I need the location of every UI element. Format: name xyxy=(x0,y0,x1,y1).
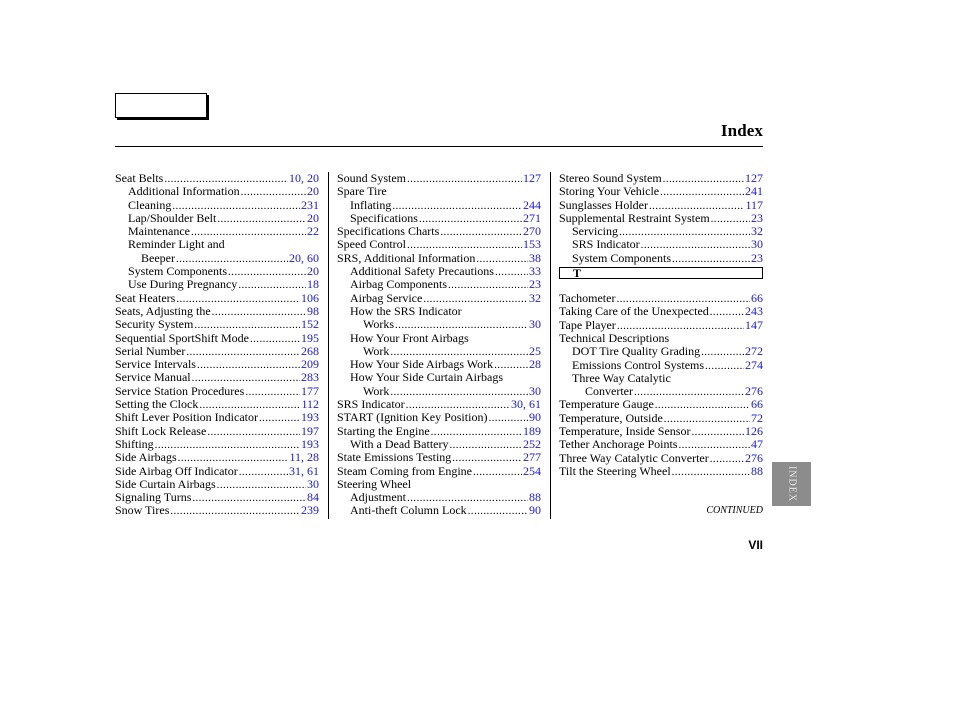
index-entry-label: Sunglasses Holder xyxy=(559,197,648,212)
index-entry-label: Three Way Catalytic xyxy=(572,370,671,385)
page-reference-link[interactable]: 153 xyxy=(523,237,541,252)
dot-leader xyxy=(660,186,744,199)
index-entry[interactable] xyxy=(559,398,763,411)
index-entry-label: Service Station Procedures xyxy=(115,383,245,398)
index-entry-label: START (Ignition Key Position) xyxy=(337,410,488,425)
page-reference-link[interactable]: 20 xyxy=(307,264,319,279)
index-entry-label: Sound System xyxy=(337,171,407,185)
side-tab-label: INDEX xyxy=(786,465,797,503)
page-reference-link[interactable]: 127 xyxy=(745,171,763,185)
index-entry-label: Shifting xyxy=(115,436,154,451)
page-reference-link[interactable]: 30 xyxy=(751,237,763,252)
page-reference-link[interactable]: 276 xyxy=(745,450,763,465)
index-entry-label: Cleaning xyxy=(128,197,172,212)
index-entry[interactable] xyxy=(337,265,541,278)
page-reference-link[interactable]: 189 xyxy=(523,423,541,438)
index-entry[interactable] xyxy=(115,411,319,424)
index-entry xyxy=(337,185,541,198)
dot-leader xyxy=(705,360,744,373)
index-entry[interactable] xyxy=(337,398,541,411)
index-entry[interactable] xyxy=(337,385,541,398)
index-entry-label: Spare Tire xyxy=(337,184,387,199)
index-entry-label: Taking Care of the Unexpected xyxy=(559,304,709,319)
index-entry-label: Reminder Light and xyxy=(128,237,225,252)
page-reference-link[interactable]: 30 xyxy=(529,317,541,332)
index-entry-label: Three Way Catalytic Converter xyxy=(559,450,709,465)
dot-leader xyxy=(259,412,300,425)
index-entry-label: Beeper xyxy=(141,250,175,265)
index-entry[interactable] xyxy=(337,278,541,291)
dot-leader xyxy=(390,386,528,399)
index-entry-label: Use During Pregnancy xyxy=(128,277,238,292)
index-entry[interactable] xyxy=(115,265,319,278)
index-entry[interactable] xyxy=(559,252,763,265)
index-entry-label: Converter xyxy=(585,384,633,399)
index-entry[interactable] xyxy=(115,491,319,504)
index-entry[interactable] xyxy=(559,199,763,212)
dot-leader xyxy=(207,426,300,439)
index-entry[interactable] xyxy=(337,225,541,238)
dot-leader xyxy=(449,439,522,452)
index-entry[interactable] xyxy=(559,212,763,225)
index-entry-label: Work xyxy=(363,343,390,358)
index-entry-label: State Emissions Testing xyxy=(337,450,452,465)
index-entry-label: Side Curtain Airbags xyxy=(115,476,216,491)
index-entry[interactable] xyxy=(559,438,763,451)
index-entry xyxy=(115,238,319,251)
index-entry[interactable] xyxy=(337,425,541,438)
page-reference-link[interactable]: 271 xyxy=(523,210,541,225)
index-entry[interactable] xyxy=(115,278,319,291)
dot-leader xyxy=(691,426,744,439)
page-reference-link[interactable]: 30, 61 xyxy=(511,397,541,412)
index-entry-label: Works xyxy=(363,317,395,332)
page-reference-link[interactable]: 195 xyxy=(301,330,319,345)
page-reference-link[interactable]: 33 xyxy=(529,264,541,279)
page-reference-link[interactable]: 88 xyxy=(529,490,541,505)
dot-leader xyxy=(672,466,750,479)
index-entry-label: System Components xyxy=(128,264,228,279)
page-reference-link[interactable]: 90 xyxy=(529,410,541,425)
index-entry[interactable] xyxy=(559,359,763,372)
index-entry[interactable] xyxy=(115,225,319,238)
page-reference-link[interactable]: 38 xyxy=(529,250,541,265)
index-entry-label: Work xyxy=(363,383,390,398)
page-reference-link[interactable]: 231 xyxy=(301,197,319,212)
index-entry[interactable] xyxy=(559,238,763,251)
index-entry-label: Specifications Charts xyxy=(337,224,440,239)
page-reference-link[interactable]: 268 xyxy=(301,343,319,358)
dot-leader xyxy=(228,266,306,279)
index-entry-label: How Your Front Airbags xyxy=(350,330,469,345)
index-entry-label: Speed Control xyxy=(337,237,406,252)
dot-leader xyxy=(241,186,306,199)
dot-leader xyxy=(701,346,744,359)
index-entry-label: Shift Lever Position Indicator xyxy=(115,410,258,425)
page-reference-link[interactable]: 283 xyxy=(301,370,319,385)
index-entry[interactable] xyxy=(559,185,763,198)
dot-leader xyxy=(197,359,300,372)
index-entry-label: DOT Tire Quality Grading xyxy=(572,344,701,359)
index-entry[interactable] xyxy=(115,451,319,464)
index-entry-label: Airbag Service xyxy=(350,290,423,305)
index-column-2 xyxy=(337,172,541,518)
table-of-contents-button[interactable] xyxy=(115,93,207,118)
page-reference-link[interactable]: 276 xyxy=(745,384,763,399)
page-reference-link[interactable]: 28 xyxy=(529,357,541,372)
page-reference-link[interactable]: 30 xyxy=(307,476,319,491)
index-entry[interactable] xyxy=(115,398,319,411)
index-entry-label: SRS Indicator xyxy=(572,237,640,252)
index-entry[interactable] xyxy=(115,385,319,398)
index-entry-label: Anti-theft Column Lock xyxy=(350,503,467,518)
dot-leader xyxy=(473,466,522,479)
dot-leader xyxy=(192,492,306,505)
index-entry-label: Technical Descriptions xyxy=(559,330,670,345)
index-entry[interactable] xyxy=(115,465,319,478)
index-entry-label: Tilt the Steering Wheel xyxy=(559,463,671,478)
page-reference-link[interactable]: 32 xyxy=(751,224,763,239)
index-entry[interactable] xyxy=(115,185,319,198)
index-entry[interactable] xyxy=(559,345,763,358)
column-divider xyxy=(328,172,329,519)
page-reference-link[interactable]: 22 xyxy=(307,224,319,239)
index-entry[interactable] xyxy=(559,305,763,318)
page-reference-link[interactable]: 277 xyxy=(523,450,541,465)
dot-leader xyxy=(212,306,306,319)
index-entry[interactable] xyxy=(559,412,763,425)
page-reference-link[interactable]: 66 xyxy=(751,291,763,306)
index-entry-label: Temperature, Outside xyxy=(559,410,663,425)
index-entry-label: Additional Information xyxy=(128,184,240,199)
index-entry-label: Snow Tires xyxy=(115,503,170,518)
page-reference-link[interactable]: 66 xyxy=(751,397,763,412)
index-entry-label: Steering Wheel xyxy=(337,476,412,491)
index-entry-label: With a Dead Battery xyxy=(350,436,449,451)
page-reference-link[interactable]: 90 xyxy=(529,503,541,518)
dot-leader xyxy=(495,266,528,279)
index-entry-label: Tether Anchorage Points xyxy=(559,437,678,452)
dot-leader xyxy=(407,173,522,186)
index-entry[interactable] xyxy=(337,504,541,517)
page-reference-link[interactable]: 106 xyxy=(301,290,319,305)
index-entry-label: Maintenance xyxy=(128,224,190,239)
index-entry-label: Inflating xyxy=(350,197,392,212)
index-entry[interactable] xyxy=(115,345,319,358)
index-entry-label: Setting the Clock xyxy=(115,397,199,412)
page-reference-link[interactable]: 18 xyxy=(307,277,319,292)
page-reference-link[interactable]: 23 xyxy=(751,250,763,265)
index-entry[interactable] xyxy=(115,252,319,265)
dot-leader xyxy=(238,279,306,292)
index-column-3-bottom xyxy=(559,292,763,478)
dot-leader xyxy=(655,399,750,412)
index-entry-label: Signaling Turns xyxy=(115,490,192,505)
page-reference-link[interactable]: 84 xyxy=(307,490,319,505)
index-entry[interactable] xyxy=(337,199,541,212)
page-reference-link[interactable]: 98 xyxy=(307,303,319,318)
dot-leader xyxy=(217,213,306,226)
index-entry-label: Emissions Control Systems xyxy=(572,357,705,372)
index-entry[interactable] xyxy=(337,411,541,424)
page-reference-link[interactable]: 31, 61 xyxy=(289,463,319,478)
index-column-3 xyxy=(559,172,763,478)
index-entry[interactable] xyxy=(115,305,319,318)
page-reference-link[interactable]: 20 xyxy=(307,184,319,199)
page-reference-link[interactable]: 117 xyxy=(745,197,763,212)
index-entry-label: How Your Side Airbags Work xyxy=(350,357,494,372)
page-reference-link[interactable]: 11, 28 xyxy=(289,450,319,465)
index-entry-label: Sequential SportShift Mode xyxy=(115,330,249,345)
index-entry[interactable] xyxy=(115,504,319,517)
index-entry[interactable] xyxy=(559,225,763,238)
index-entry-label: SRS, Additional Information xyxy=(337,250,476,265)
index-column-3-top xyxy=(559,172,763,265)
index-entry[interactable] xyxy=(337,491,541,504)
index-entry-label: Service Manual xyxy=(115,370,191,385)
index-entry[interactable] xyxy=(115,212,319,225)
index-entry-label: SRS Indicator xyxy=(337,397,405,412)
index-entry xyxy=(337,305,541,318)
index-entry-label: Supplemental Restraint System xyxy=(559,210,710,225)
page-reference-link[interactable]: 47 xyxy=(751,437,763,452)
page-reference-link[interactable]: 274 xyxy=(745,357,763,372)
index-entry-label: Airbag Components xyxy=(350,277,447,292)
page-reference-link[interactable]: 252 xyxy=(523,436,541,451)
index-entry-label: Servicing xyxy=(572,224,618,239)
index-entry[interactable] xyxy=(337,172,541,185)
index-entry-label: Security System xyxy=(115,317,194,332)
page-reference-link[interactable]: 272 xyxy=(745,344,763,359)
page-reference-link[interactable]: 244 xyxy=(523,197,541,212)
index-entry[interactable] xyxy=(337,438,541,451)
page-reference-link[interactable]: 239 xyxy=(301,503,319,518)
page-reference-link[interactable]: 152 xyxy=(301,317,319,332)
index-entry[interactable] xyxy=(115,425,319,438)
dot-leader xyxy=(186,346,300,359)
index-entry[interactable] xyxy=(559,425,763,438)
index-entry[interactable] xyxy=(337,252,541,265)
index-entry[interactable] xyxy=(115,172,319,185)
continued-note: CONTINUED xyxy=(706,505,763,516)
page-reference-link[interactable]: 23 xyxy=(751,210,763,225)
page-reference-link[interactable]: 23 xyxy=(529,277,541,292)
index-entry-label: Seat Heaters xyxy=(115,290,176,305)
index-entry[interactable] xyxy=(115,292,319,305)
index-entry[interactable] xyxy=(337,345,541,358)
index-entry[interactable] xyxy=(337,358,541,371)
page-reference-link[interactable]: 147 xyxy=(745,317,763,332)
index-entry-label: Starting the Engine xyxy=(337,423,430,438)
dot-leader xyxy=(250,333,300,346)
index-entry[interactable] xyxy=(337,292,541,305)
index-entry-label: Temperature Gauge xyxy=(559,397,654,412)
page-reference-link[interactable]: 241 xyxy=(745,184,763,199)
index-entry-label: Steam Coming from Engine xyxy=(337,463,472,478)
section-letter-box: T xyxy=(559,267,763,279)
column-divider xyxy=(550,172,551,519)
page-reference-link[interactable]: 254 xyxy=(523,463,541,478)
index-entry-label: Lap/Shoulder Belt xyxy=(128,210,217,225)
dot-leader xyxy=(672,253,750,266)
dot-leader xyxy=(217,479,306,492)
index-entry[interactable] xyxy=(115,318,319,331)
index-entry[interactable] xyxy=(115,199,319,212)
index-entry-label: How Your Side Curtain Airbags xyxy=(350,370,504,385)
index-entry[interactable] xyxy=(559,319,763,332)
page-reference-link[interactable]: 193 xyxy=(301,436,319,451)
dot-leader xyxy=(710,453,744,466)
dot-leader xyxy=(245,386,300,399)
index-entry[interactable] xyxy=(559,452,763,465)
page-reference-link[interactable]: 30 xyxy=(529,383,541,398)
page-reference-link[interactable]: 209 xyxy=(301,357,319,372)
page-reference-link[interactable]: 25 xyxy=(529,343,541,358)
index-entry xyxy=(337,332,541,345)
dot-leader xyxy=(710,306,744,319)
index-side-tab[interactable] xyxy=(772,462,811,506)
index-entry-label: Service Intervals xyxy=(115,357,196,372)
dot-leader xyxy=(448,279,528,292)
page-reference-link[interactable]: 243 xyxy=(745,304,763,319)
index-entry-label: Serial Number xyxy=(115,343,186,358)
dot-leader xyxy=(170,505,300,518)
index-entry[interactable] xyxy=(559,465,763,478)
dot-leader xyxy=(663,173,744,186)
index-entry[interactable] xyxy=(115,371,319,384)
index-entry-label: Seat Belts xyxy=(115,171,164,185)
index-entry-label: System Components xyxy=(572,250,672,265)
page-reference-link[interactable]: 127 xyxy=(523,171,541,185)
index-entry-label: Temperature, Inside Sensor xyxy=(559,424,691,439)
index-entry[interactable] xyxy=(115,478,319,491)
index-entry[interactable] xyxy=(559,292,763,305)
index-entry[interactable] xyxy=(337,465,541,478)
index-entry[interactable] xyxy=(337,238,541,251)
index-entry[interactable] xyxy=(115,332,319,345)
page-reference-link[interactable]: 10, 20 xyxy=(289,171,319,185)
index-entry-label: Storing Your Vehicle xyxy=(559,184,660,199)
index-entry-label: Side Airbags xyxy=(115,450,177,465)
index-entry-label: Specifications xyxy=(350,210,418,225)
page-reference-link[interactable]: 126 xyxy=(745,424,763,439)
index-entry[interactable] xyxy=(559,385,763,398)
dot-leader xyxy=(239,466,288,479)
page-reference-link[interactable]: 197 xyxy=(301,423,319,438)
index-entry-label: Tachometer xyxy=(559,291,616,306)
index-entry xyxy=(337,478,541,491)
page-reference-link[interactable]: 32 xyxy=(529,290,541,305)
index-entry[interactable] xyxy=(559,172,763,185)
page-reference-link[interactable]: 20, 60 xyxy=(289,250,319,265)
index-entry-label: Adjustment xyxy=(350,490,406,505)
index-entry-label: How the SRS Indicator xyxy=(350,303,462,318)
dot-leader xyxy=(468,505,528,518)
page-reference-link[interactable]: 270 xyxy=(523,224,541,239)
dot-leader xyxy=(440,226,522,239)
index-entry-label: Shift Lock Release xyxy=(115,423,207,438)
index-entry[interactable] xyxy=(337,318,541,331)
index-entry[interactable] xyxy=(337,451,541,464)
index-entry xyxy=(337,371,541,384)
page-number: VII xyxy=(748,538,763,552)
page-reference-link[interactable]: 88 xyxy=(751,463,763,478)
index-entry-label: Additional Safety Precautions xyxy=(350,264,494,279)
dot-leader xyxy=(711,213,750,226)
page-reference-link[interactable]: 112 xyxy=(301,397,319,412)
page-reference-link[interactable]: 193 xyxy=(301,410,319,425)
index-entry xyxy=(559,332,763,345)
header-rule xyxy=(115,146,763,147)
page-reference-link[interactable]: 72 xyxy=(751,410,763,425)
index-entry-label: Side Airbag Off Indicator xyxy=(115,463,238,478)
index-entry-label: Seats, Adjusting the xyxy=(115,303,211,318)
index-entry[interactable] xyxy=(115,358,319,371)
index-entry[interactable] xyxy=(337,212,541,225)
index-entry[interactable] xyxy=(115,438,319,451)
page-title: Index xyxy=(720,121,763,140)
page-reference-link[interactable]: 177 xyxy=(301,383,319,398)
index-entry-label: Stereo Sound System xyxy=(559,171,662,185)
index-entry-label: Tape Player xyxy=(559,317,616,332)
index-entry xyxy=(559,372,763,385)
index-column-1 xyxy=(115,172,319,518)
page-reference-link[interactable]: 20 xyxy=(307,210,319,225)
